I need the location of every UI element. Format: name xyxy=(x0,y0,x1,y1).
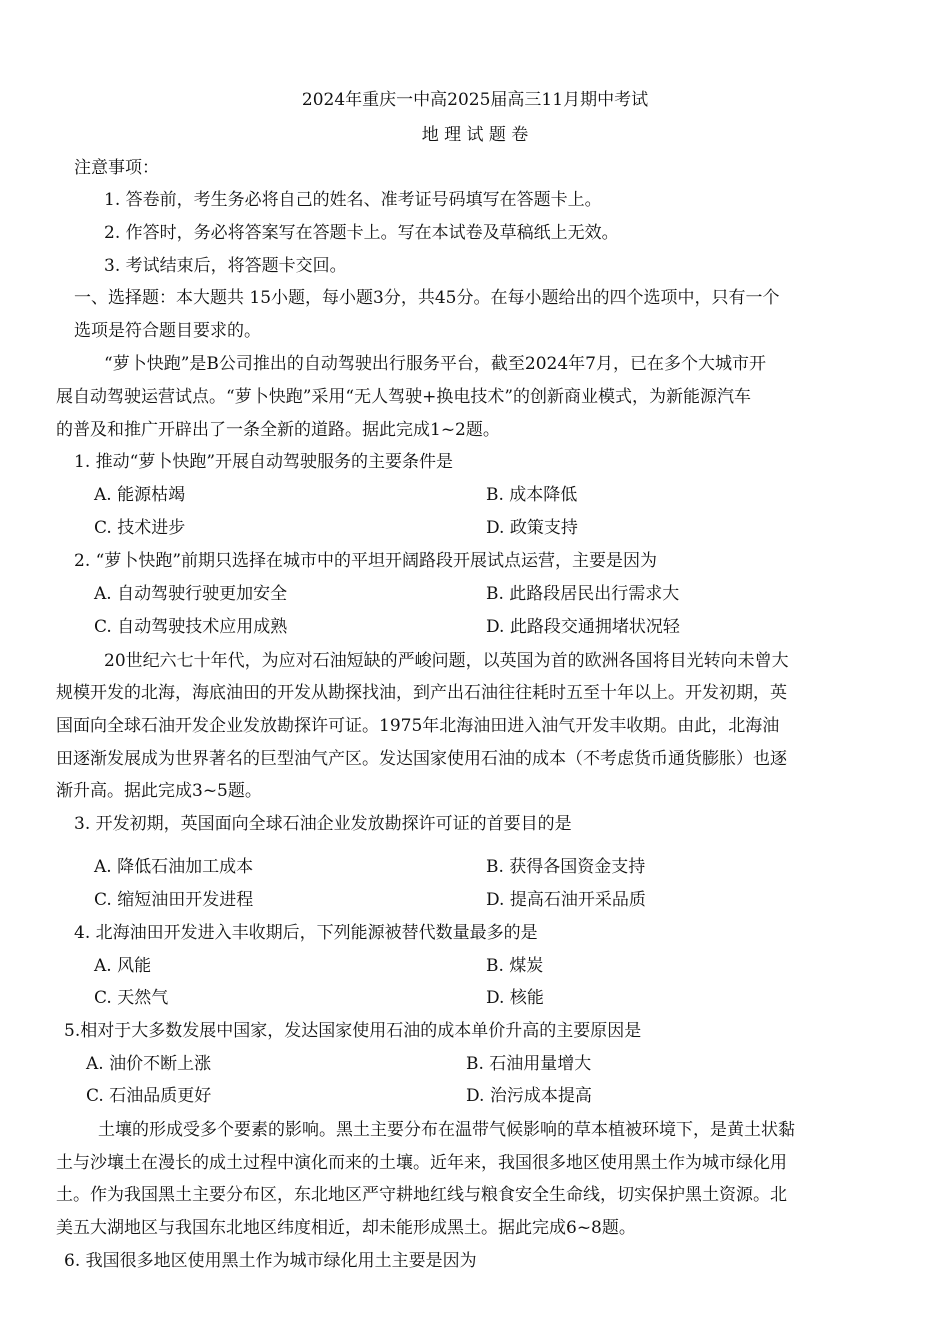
passage-line: “萝卜快跑”是B公司推出的自动驾驶出行服务平台，截至2024年7月，已在多个大城市开 xyxy=(104,354,766,374)
notice-item: 1. 答卷前，考生务必将自己的姓名、准考证号码填写在答题卡上。 xyxy=(104,190,602,210)
passage-line: 土与沙壤土在漫长的成土过程中演化而来的土壤。近年来，我国很多地区使用黑土作为城市绿化用 xyxy=(56,1153,787,1173)
option-d: D. 政策支持 xyxy=(486,518,578,538)
section-heading-cont: 选项是符合题目要求的。 xyxy=(74,321,261,341)
option-b: B. 石油用量增大 xyxy=(466,1054,592,1074)
passage-line: 土。作为我国黑土主要分布区，东北地区严守耕地红线与粮食安全生命线，切实保护黑土资源。北 xyxy=(56,1185,787,1205)
option-a: A. 能源枯竭 xyxy=(94,485,186,505)
option-c: C. 自动驾驶技术应用成熟 xyxy=(94,617,288,637)
option-c: C. 石油品质更好 xyxy=(86,1086,212,1106)
option-c: C. 技术进步 xyxy=(94,518,186,538)
passage-line: 渐升高。据此完成3~5题。 xyxy=(56,781,262,801)
passage-line: 国面向全球石油开发企业发放勘探许可证。1975年北海油田进入油气开发丰收期。由此，北海油 xyxy=(56,716,780,736)
passage-line: 20世纪六七十年代，为应对石油短缺的严峻问题，以英国为首的欧洲各国将目光转向未曾大 xyxy=(104,651,789,671)
notice-heading: 注意事项： xyxy=(74,158,159,178)
passage-line: 展自动驾驶运营试点。“萝卜快跑”采用“无人驾驶+换电技术”的创新商业模式，为新能源汽车 xyxy=(56,387,752,407)
question-stem: 3. 开发初期，英国面向全球石油企业发放勘探许可证的首要目的是 xyxy=(74,814,572,834)
notice-item: 2. 作答时，务必将答案写在答题卡上。写在本试卷及草稿纸上无效。 xyxy=(104,223,619,243)
option-b: B. 获得各国资金支持 xyxy=(486,857,646,877)
notice-item: 3. 考试结束后，将答题卡交回。 xyxy=(104,256,347,276)
option-b: B. 此路段居民出行需求大 xyxy=(486,584,680,604)
section-heading: 一、选择题：本大题共 15小题，每小题3分，共45分。在每小题给出的四个选项中，只有一个 xyxy=(74,288,780,308)
option-d: D. 提高石油开采品质 xyxy=(486,890,646,910)
passage-line: 土壤的形成受多个要素的影响。黑土主要分布在温带气候影响的草本植被环境下，是黄土状黏 xyxy=(98,1120,795,1140)
passage-line: 的普及和推广开辟出了一条全新的道路。据此完成1~2题。 xyxy=(56,420,500,440)
passage-line: 美五大湖地区与我国东北地区纬度相近，却未能形成黑土。据此完成6~8题。 xyxy=(56,1218,636,1238)
question-stem: 2. “萝卜快跑”前期只选择在城市中的平坦开阔路段开展试点运营，主要是因为 xyxy=(74,551,658,571)
exam-subtitle: 地 理 试 题 卷 xyxy=(421,125,529,145)
question-stem: 5.相对于大多数发展中国家，发达国家使用石油的成本单价升高的主要原因是 xyxy=(64,1021,642,1041)
option-b: B. 成本降低 xyxy=(486,485,578,505)
option-d: D. 治污成本提高 xyxy=(466,1086,592,1106)
passage-line: 田逐渐发展成为世界著名的巨型油气产区。发达国家使用石油的成本（不考虑货币通货膨胀）也逐 xyxy=(56,749,787,769)
option-d: D. 核能 xyxy=(486,988,544,1008)
option-a: A. 风能 xyxy=(94,956,152,976)
option-c: C. 天然气 xyxy=(94,988,169,1008)
question-stem: 4. 北海油田开发进入丰收期后，下列能源被替代数量最多的是 xyxy=(74,923,538,943)
option-a: A. 自动驾驶行驶更加安全 xyxy=(94,584,288,604)
option-d: D. 此路段交通拥堵状况轻 xyxy=(486,617,680,637)
question-stem: 6. 我国很多地区使用黑土作为城市绿化用土主要是因为 xyxy=(64,1251,477,1271)
passage-line: 规模开发的北海，海底油田的开发从勘探找油，到产出石油往往耗时五至十年以上。开发初期，英 xyxy=(56,683,787,703)
exam-title: 2024年重庆一中高2025届高三11月期中考试 xyxy=(301,90,649,110)
option-a: A. 降低石油加工成本 xyxy=(94,857,254,877)
option-c: C. 缩短油田开发进程 xyxy=(94,890,254,910)
question-stem: 1. 推动“萝卜快跑”开展自动驾驶服务的主要条件是 xyxy=(74,452,454,472)
option-a: A. 油价不断上涨 xyxy=(86,1054,212,1074)
option-b: B. 煤炭 xyxy=(486,956,544,976)
